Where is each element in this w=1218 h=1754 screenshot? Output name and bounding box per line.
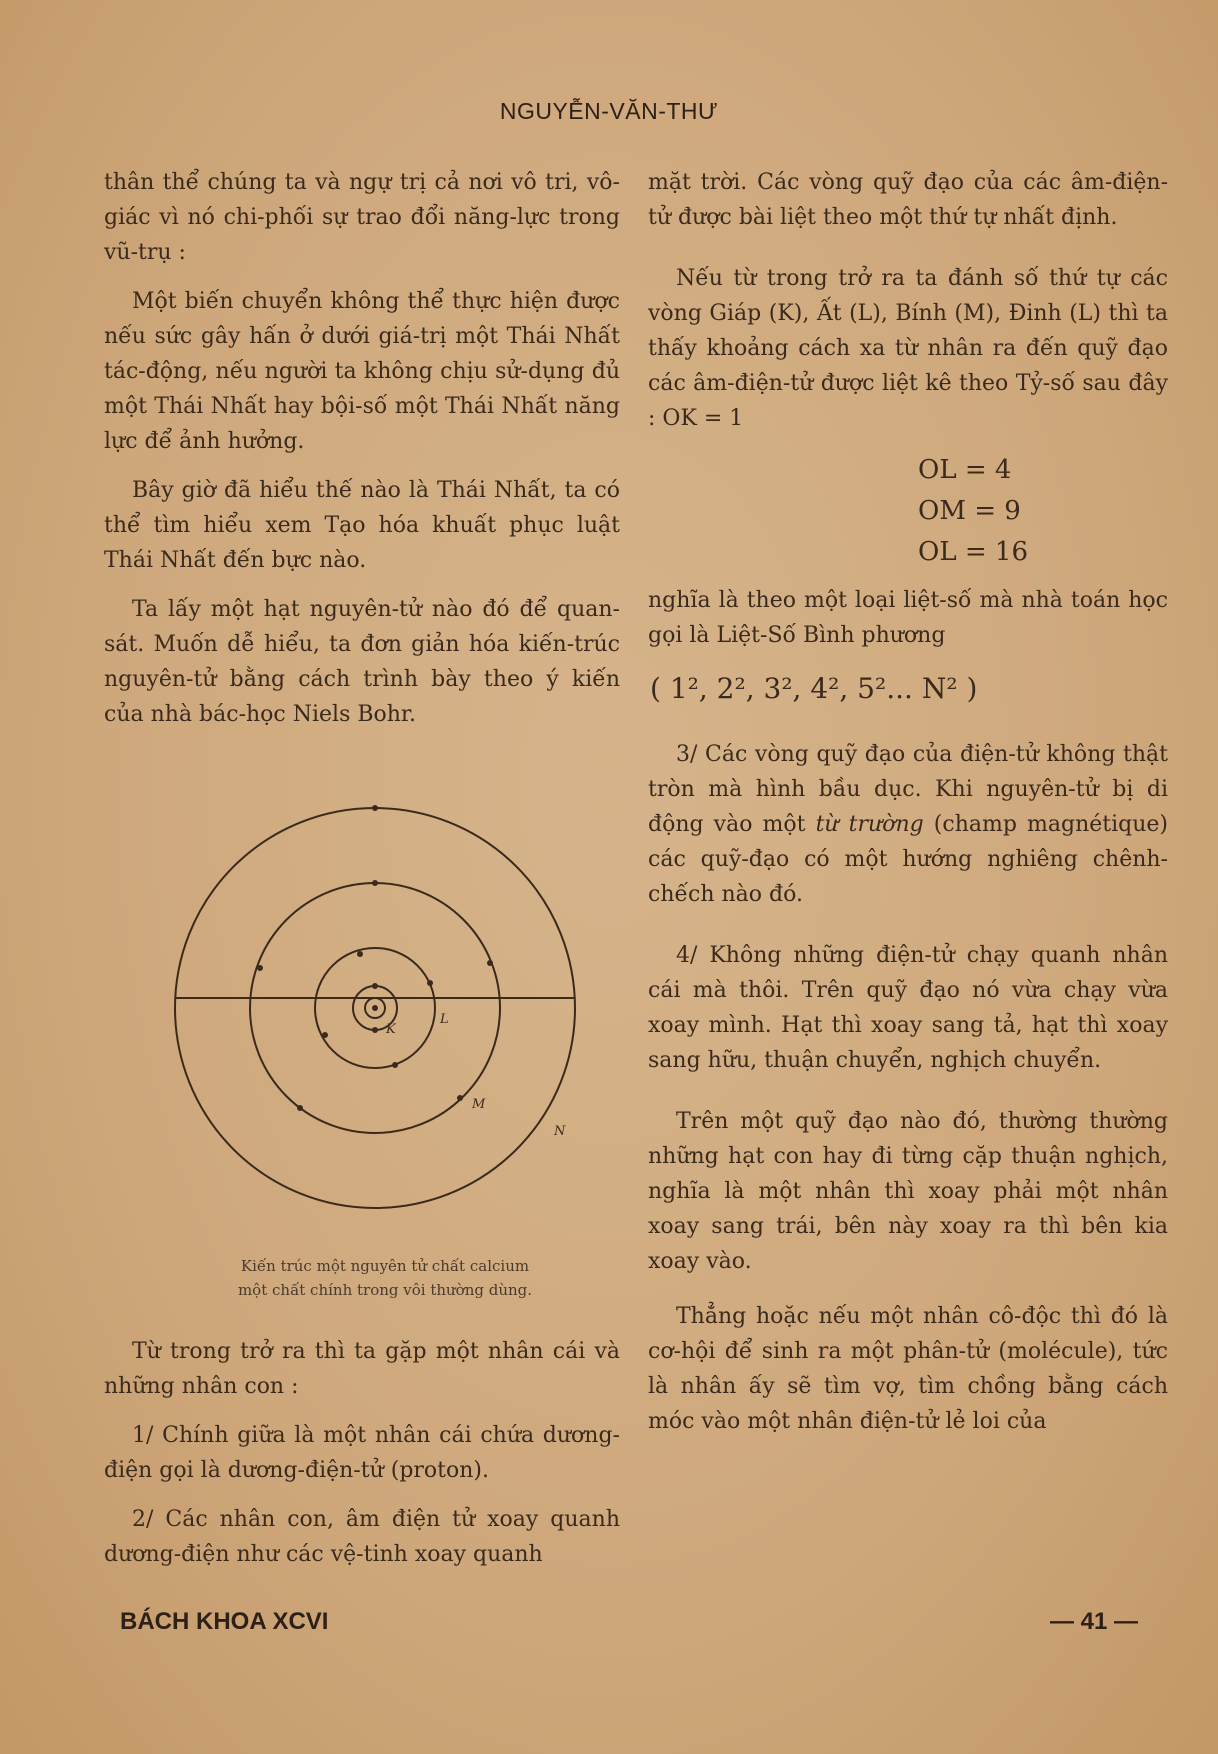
caption-line: một chất chính trong vôi thường dùng. (237, 1281, 533, 1299)
paragraph: mặt trời. Các vòng quỹ đạo của các âm-điện-tử được bài liệt theo một thứ tự nhất định. (648, 170, 1168, 230)
left-column-continued (104, 1334, 620, 1586)
paragraph: nghĩa là theo một loại liệt-số mà nhà toán học gọi là Liệt-Số Bình phương (648, 588, 1168, 648)
ratio-line: OL = 4 (918, 455, 1012, 485)
atom-diagram (150, 783, 610, 1238)
caption-line: Kiến trúc một nguyên tử chất calcium (240, 1257, 530, 1275)
label-n: N (554, 1124, 566, 1139)
electron-dot (392, 1062, 398, 1068)
paragraph: 4/ Không những điện-tử chạy quanh nhân cái mà thôi. Trên quỹ đạo nó vừa chạy vừa xoay mình. Hạt thì xoay sang tả, hạt thì xoay sang hữu, thuận chuyển, nghịch chuyển. (648, 943, 1168, 1073)
footer-publication: BÁCH KHOA XCVI (120, 1608, 329, 1635)
label-l: L (440, 1012, 449, 1027)
electron-dot (372, 1027, 378, 1033)
figure-caption (150, 1254, 620, 1302)
ratio-list (648, 450, 1168, 573)
text-run: 3/ Các vòng quỹ đạo của điện-tử không thật tròn mà hình bầu dục. Khi nguyên-tử bị di động vào một (648, 742, 1168, 837)
paragraph: Một biến chuyển không thể thực hiện được nếu sức gây hấn ở dưới giá-trị một Thái Nhất tác-động, nếu người ta không chịu sử-dụng đủ một Thái Nhất hay bội-số một Thái Nhất năng lực để ảnh hưởng. (104, 289, 620, 454)
text-run-italic: từ trường (815, 812, 924, 837)
electron-dot (427, 980, 433, 986)
running-header: NGUYỄN-VĂN-THƯ (499, 98, 719, 124)
paragraph: Thẳng hoặc nếu một nhân cô-độc thì đó là cơ-hội để sinh ra một phân-tử (molécule), tức là nhân ấy sẽ tìm vợ, tìm chồng bằng cách móc vào một nhân điện-tử lẻ loi của (648, 1304, 1168, 1434)
paragraph (648, 737, 1168, 912)
label-m: M (472, 1097, 486, 1112)
page-number: — 41 — (1050, 1608, 1139, 1635)
electron-dot (372, 983, 378, 989)
list-item: 1/ Chính giữa là một nhân cái chứa dương-điện gọi là dương-điện-tử (proton). (104, 1423, 620, 1483)
text-run: (champ magnétique) các quỹ-đạo có một hướng nghiêng chênh-chếch nào đó. (648, 812, 1168, 907)
left-column (104, 165, 620, 746)
list-item: 2/ Các nhân con, âm điện tử xoay quanh dương-điện như các vệ-tinh xoay quanh (104, 1507, 620, 1567)
electron-dot (372, 1005, 378, 1011)
paragraph: Nếu từ trong trở ra ta đánh số thứ tự các vòng Giáp (K), Ất (L), Bính (M), Đinh (L) thì ta thấy khoảng cách xa từ nhân ra đến quỹ đạo các âm-điện-tử được liệt kê theo Tỷ-số sau đây : OK = 1 (648, 266, 1168, 431)
right-column (648, 165, 1168, 1453)
electron-dot (487, 960, 493, 966)
electron-dot (297, 1105, 303, 1111)
electron-dot (372, 880, 378, 886)
electron-dot (372, 805, 378, 811)
paragraph: Ta lấy một hạt nguyên-tử nào đó để quan-sát. Muốn dễ hiểu, ta đơn giản hóa kiến-trúc nguyên-tử bằng cách trình bày theo ý kiến của nhà bác-học Niels Bohr. (104, 597, 620, 727)
label-k: K (386, 1022, 396, 1037)
ratio-line: OM = 9 (918, 496, 1021, 526)
square-series: ( 1², 2², 3², 4², 5²... N² ) (650, 672, 978, 705)
paragraph: thân thể chúng ta và ngự trị cả nơi vô tri, vô-giác vì nó chi-phối sự trao đổi năng-lực trong vũ-trụ : (104, 170, 620, 265)
paragraph: Trên một quỹ đạo nào đó, thường thường những hạt con hay đi từng cặp thuận nghịch, nghĩa là một nhân thì xoay phải một nhân xoay sang trái, bên này xoay ra thì bên kia xoay vào. (648, 1109, 1168, 1274)
electron-dot (357, 951, 363, 957)
ratio-line: OL = 16 (918, 537, 1028, 567)
paragraph: Từ trong trở ra thì ta gặp một nhân cái và những nhân con : (104, 1339, 620, 1399)
paragraph: Bây giờ đã hiểu thế nào là Thái Nhất, ta có thể tìm hiểu xem Tạo hóa khuất phục luật Thái Nhất đến bực nào. (104, 478, 620, 573)
electron-dot (322, 1032, 328, 1038)
electron-dot (257, 965, 263, 971)
electron-dot (457, 1095, 463, 1101)
